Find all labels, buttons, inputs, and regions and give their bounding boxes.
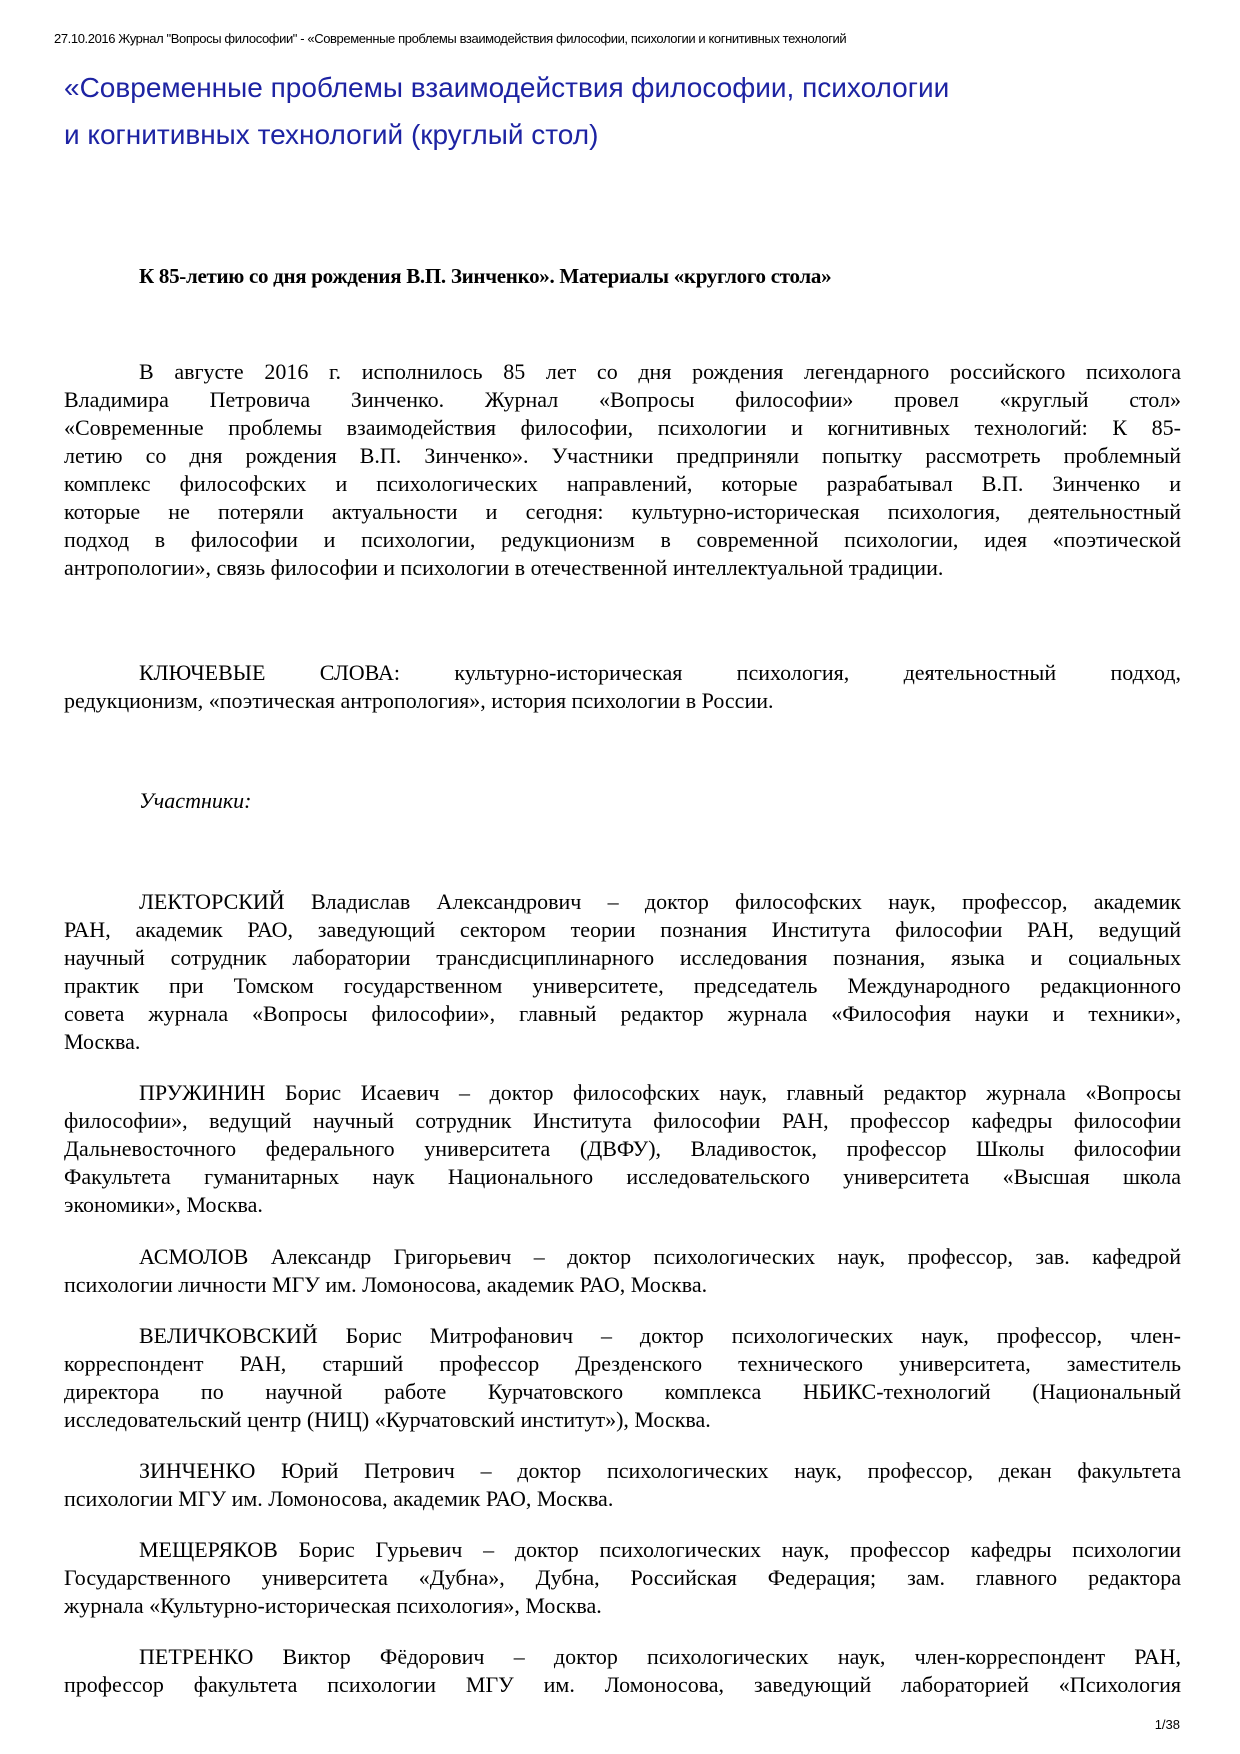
participant-petrenko — [64, 1643, 1181, 1699]
article-subtitle: К 85-летию со дня рождения В.П. Зинченко». Материалы «круглого стола» — [139, 264, 832, 288]
text-line: психологии МГУ им. Ломоносова, академик РАО, Москва. — [64, 1486, 614, 1511]
print-header: 27.10.2016 Журнал "Вопросы философии" - «Современные проблемы взаимодействия философии, психологии и когнитивных технологий — [54, 31, 847, 46]
participant-meshcheryakov — [64, 1536, 1181, 1620]
text-line: Москва. — [64, 1029, 141, 1054]
text-line: летию со дня рождения В.П. Зинченко». Участники предприняли попытку рассмотреть проблемный — [64, 443, 1181, 468]
text-line: АСМОЛОВ Александр Григорьевич – доктор психологических наук, профессор, зав. кафедрой — [139, 1244, 1181, 1269]
article-title — [64, 64, 949, 158]
keywords-paragraph — [64, 659, 1181, 715]
text-line: ВЕЛИЧКОВСКИЙ Борис Митрофанович – доктор психологических наук, профессор, член- — [139, 1323, 1181, 1348]
participant-zinchenko — [64, 1457, 1181, 1513]
text-line: Участники: — [139, 788, 252, 813]
text-line: ПЕТРЕНКО Виктор Фёдорович – доктор психологических наук, член-корреспондент РАН, — [139, 1644, 1181, 1669]
text-line: корреспондент РАН, старший профессор Дрезденского технического университета, заместитель — [64, 1351, 1181, 1376]
intro-paragraph — [64, 358, 1181, 582]
text-line: экономики», Москва. — [64, 1192, 263, 1217]
participant-asmolov — [64, 1243, 1181, 1299]
text-line: научный сотрудник лаборатории трансдисциплинарного исследования познания, языка и социальных — [64, 945, 1181, 970]
text-line: антропологии», связь философии и психологии в отечественной интеллектуальной традиции. — [64, 555, 944, 580]
text-line: совета журнала «Вопросы философии», главный редактор журнала «Философия науки и техники», — [64, 1001, 1181, 1026]
text-line: Факультета гуманитарных наук Национального исследовательского университета «Высшая школа — [64, 1164, 1181, 1189]
text-line: Владимира Петровича Зинченко. Журнал «Вопросы философии» провел «круглый стол» — [64, 387, 1181, 412]
text-line: директора по научной работе Курчатовского комплекса НБИКС-технологий (Национальный — [64, 1379, 1181, 1404]
text-line: Дальневосточного федерального университета (ДВФУ), Владивосток, профессор Школы философии — [64, 1136, 1181, 1161]
participant-velichkovsky — [64, 1322, 1181, 1434]
text-line: философии», ведущий научный сотрудник Института философии РАН, профессор кафедры философии — [64, 1108, 1181, 1133]
article-title-line: «Современные проблемы взаимодействия философии, психологии — [64, 72, 950, 103]
text-line: В августе 2016 г. исполнилось 85 лет со дня рождения легендарного российского психолога — [139, 359, 1181, 384]
text-line: Государственного университета «Дубна», Дубна, Российская Федерация; зам. главного редактора — [64, 1565, 1181, 1590]
text-line: профессор факультета психологии МГУ им. Ломоносова, заведующий лабораторией «Психология — [64, 1672, 1181, 1697]
page-number: 1/38 — [1154, 1717, 1180, 1732]
text-line: журнала «Культурно-историческая психология», Москва. — [64, 1593, 602, 1618]
text-line: ЗИНЧЕНКО Юрий Петрович – доктор психологических наук, профессор, декан факультета — [139, 1458, 1181, 1483]
article-title-line: и когнитивных технологий (круглый стол) — [64, 119, 599, 150]
text-line: МЕЩЕРЯКОВ Борис Гурьевич – доктор психологических наук, профессор кафедры психологии — [139, 1537, 1181, 1562]
participant-lektorsky — [64, 888, 1181, 1056]
text-line: подход в философии и психологии, редукционизм в современной психологии, идея «поэтической — [64, 527, 1181, 552]
text-line: «Современные проблемы взаимодействия философии, психологии и когнитивных технологий: К 85- — [64, 415, 1181, 440]
participants-label — [64, 787, 1181, 815]
text-line: КЛЮЧЕВЫЕ СЛОВА: культурно-историческая психология, деятельностный подход, — [139, 660, 1181, 685]
text-line: ПРУЖИНИН Борис Исаевич – доктор философских наук, главный редактор журнала «Вопросы — [139, 1080, 1181, 1105]
text-line: ЛЕКТОРСКИЙ Владислав Александрович – доктор философских наук, профессор, академик — [139, 889, 1181, 914]
text-line: которые не потеряли актуальности и сегодня: культурно-историческая психология, деятельностный — [64, 499, 1181, 524]
text-line: редукционизм, «поэтическая антропология», история психологии в России. — [64, 688, 774, 713]
text-line: практик при Томском государственном университете, председатель Международного редакционного — [64, 973, 1181, 998]
text-line: РАН, академик РАО, заведующий сектором теории познания Института философии РАН, ведущий — [64, 917, 1181, 942]
text-line: психологии личности МГУ им. Ломоносова, академик РАО, Москва. — [64, 1272, 708, 1297]
participant-pruzhinin — [64, 1079, 1181, 1219]
text-line: исследовательский центр (НИЦ) «Курчатовский институт»), Москва. — [64, 1407, 711, 1432]
text-line: комплекс философских и психологических направлений, которые разрабатывал В.П. Зинченко и — [64, 471, 1181, 496]
